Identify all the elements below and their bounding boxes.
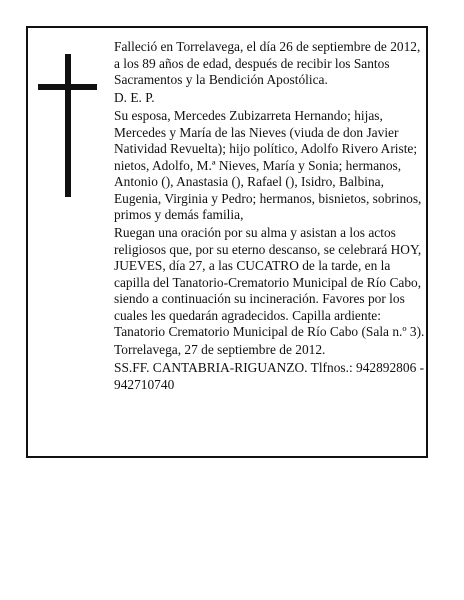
service-details: Ruegan una oración por su alma y asistan a los actos religiosos que, por su eterno descanso, se celebrará HOY, JUEVES, día 27, a las CUCATRO de la tarde, en la capilla del Tanatorio-Crematorio Municipal de Río Cabo, siendo a continuación su incineración. Favores por los cuales les quedarán agradecidos. Capilla ardiente: Tanatorio Crematorio Municipal de Río Cabo (Sala n.º 3). [114, 225, 425, 339]
place-date: Torrelavega, 27 de septiembre de 2012. [114, 342, 326, 357]
cross-vertical-bar [65, 54, 71, 197]
rip-line: D. E. P. [114, 90, 155, 105]
obituary-text [114, 39, 426, 393]
cross-horizontal-bar [38, 84, 97, 90]
funeral-home-contact: SS.FF. CANTABRIA-RIGUANZO. Tlfnos.: 942892806 - 942710740 [114, 360, 425, 392]
family-list: Su esposa, Mercedes Zubizarreta Hernando; hijas, Mercedes y María de las Nieves (viuda de don Javier Natividad Revuelta); hijo político, Adolfo Rivero Ariste; nietos, Adolfo, M.ª Nieves, María y Sonia; hermanos, Antonio (), Anastasia (), Rafael (), Isidro, Balbina, Eugenia, Virginia y Pedro; hermanos, bisnietos, sobrinos, primos y demás familia, [114, 108, 422, 222]
death-announcement: Falleció en Torrelavega, el día 26 de septiembre de 2012, a los 89 años de edad, después de recibir los Santos Sacramentos y la Bendición Apostólica. [114, 39, 421, 87]
